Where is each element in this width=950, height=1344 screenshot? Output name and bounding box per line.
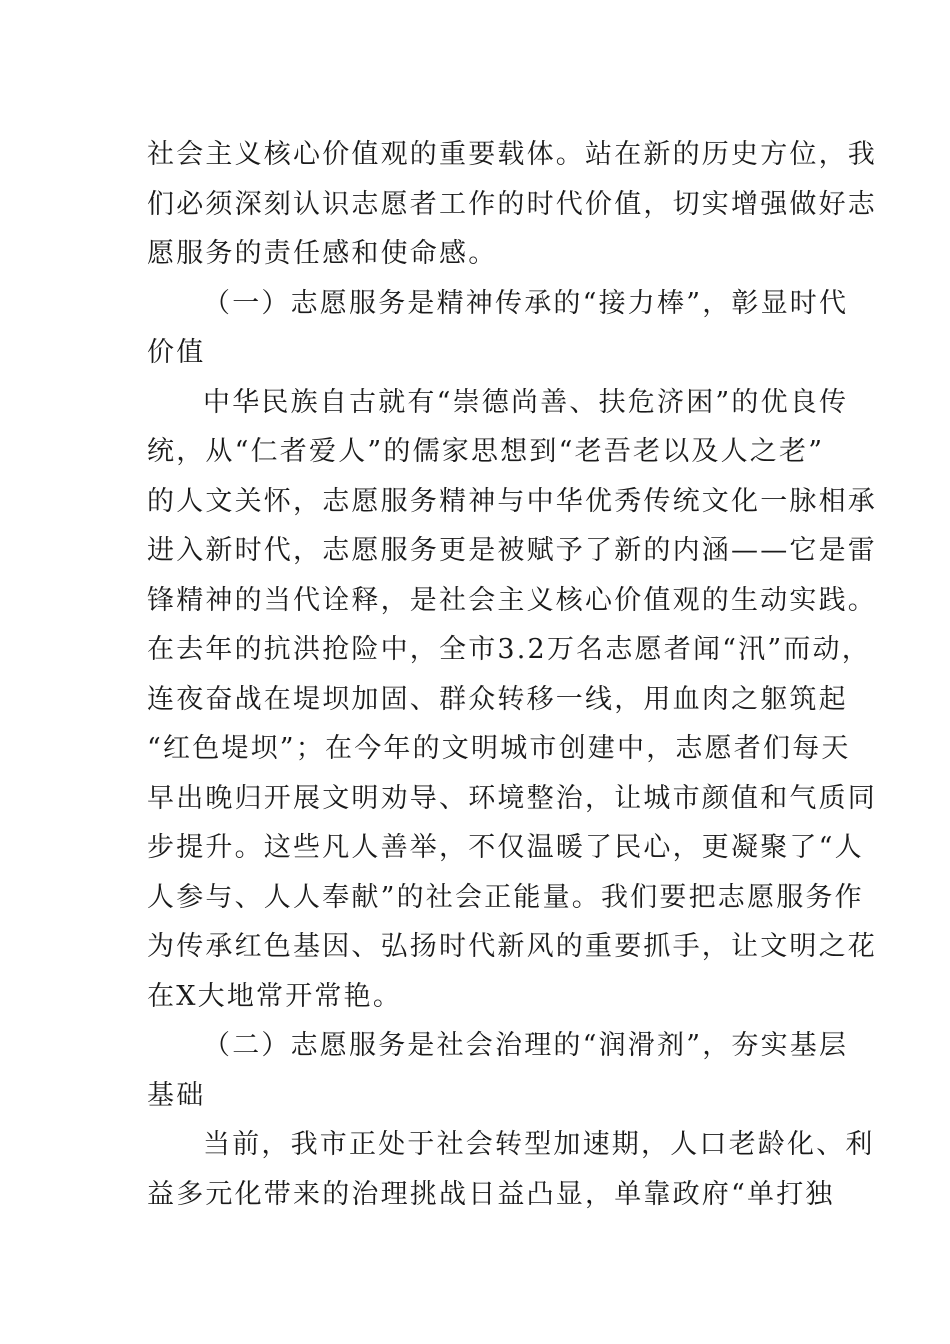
text-line: 愿服务的责任感和使命感。 (147, 238, 498, 269)
text-line: “红色堤坝”；在今年的文明城市创建中，志愿者们每天 (147, 733, 851, 764)
text-line: 在X大地常开常艳。 (147, 980, 403, 1012)
text-line: 在去年的抗洪抢险中，全市3.2万名志愿者闻“汛”而动， (147, 634, 871, 665)
text-line: 社会主义核心价值观的重要载体。站在新的历史方位，我 (147, 139, 877, 170)
section-heading-1 (147, 279, 849, 378)
text-line: 的人文关怀，志愿服务精神与中华优秀传统文化一脉相承 (147, 485, 877, 517)
heading-line: 基础 (147, 1079, 206, 1111)
text-line: 锋精神的当代诠释，是社会主义核心价值观的生动实践。 (147, 584, 877, 616)
text-line: 早出晚归开展文明劝导、环境整治，让城市颜值和气质同 (147, 782, 877, 814)
section-1-paragraph (147, 378, 877, 1022)
text-line: 连夜奋战在堤坝加固、群众转移一线，用血肉之躯筑起 (147, 683, 848, 715)
text-line: 人参与、人人奉献”的社会正能量。我们要把志愿服务作 (147, 881, 864, 913)
intro-paragraph (147, 130, 877, 279)
heading-line: （一）志愿服务是精神传承的“接力棒”，彰显时代 (203, 287, 849, 319)
text-line: 益多元化带来的治理挑战日益凸显，单靠政府“单打独 (147, 1178, 835, 1210)
text-line: 当前，我市正处于社会转型加速期，人口老龄化、利 (203, 1129, 875, 1160)
section-2-paragraph (147, 1120, 875, 1219)
text-line: 统，从“仁者爱人”的儒家思想到“老吾老以及人之老” (147, 436, 825, 467)
section-heading-2 (147, 1021, 849, 1120)
text-line: 中华民族自古就有“崇德尚善、扶危济困”的优良传 (203, 386, 849, 418)
text-line: 们必须深刻认识志愿者工作的时代价值，切实增强做好志 (147, 188, 877, 220)
text-line: 为传承红色基因、弘扬时代新风的重要抓手，让文明之花 (147, 931, 877, 962)
document-body (147, 130, 877, 1219)
text-line: 步提升。这些凡人善举，不仅温暖了民心，更凝聚了“人 (147, 832, 864, 863)
heading-line: 价值 (147, 337, 206, 368)
heading-line: （二）志愿服务是社会治理的“润滑剂”，夯实基层 (203, 1030, 849, 1061)
text-line: 进入新时代，志愿服务更是被赋予了新的内涵——它是雷 (147, 535, 877, 566)
